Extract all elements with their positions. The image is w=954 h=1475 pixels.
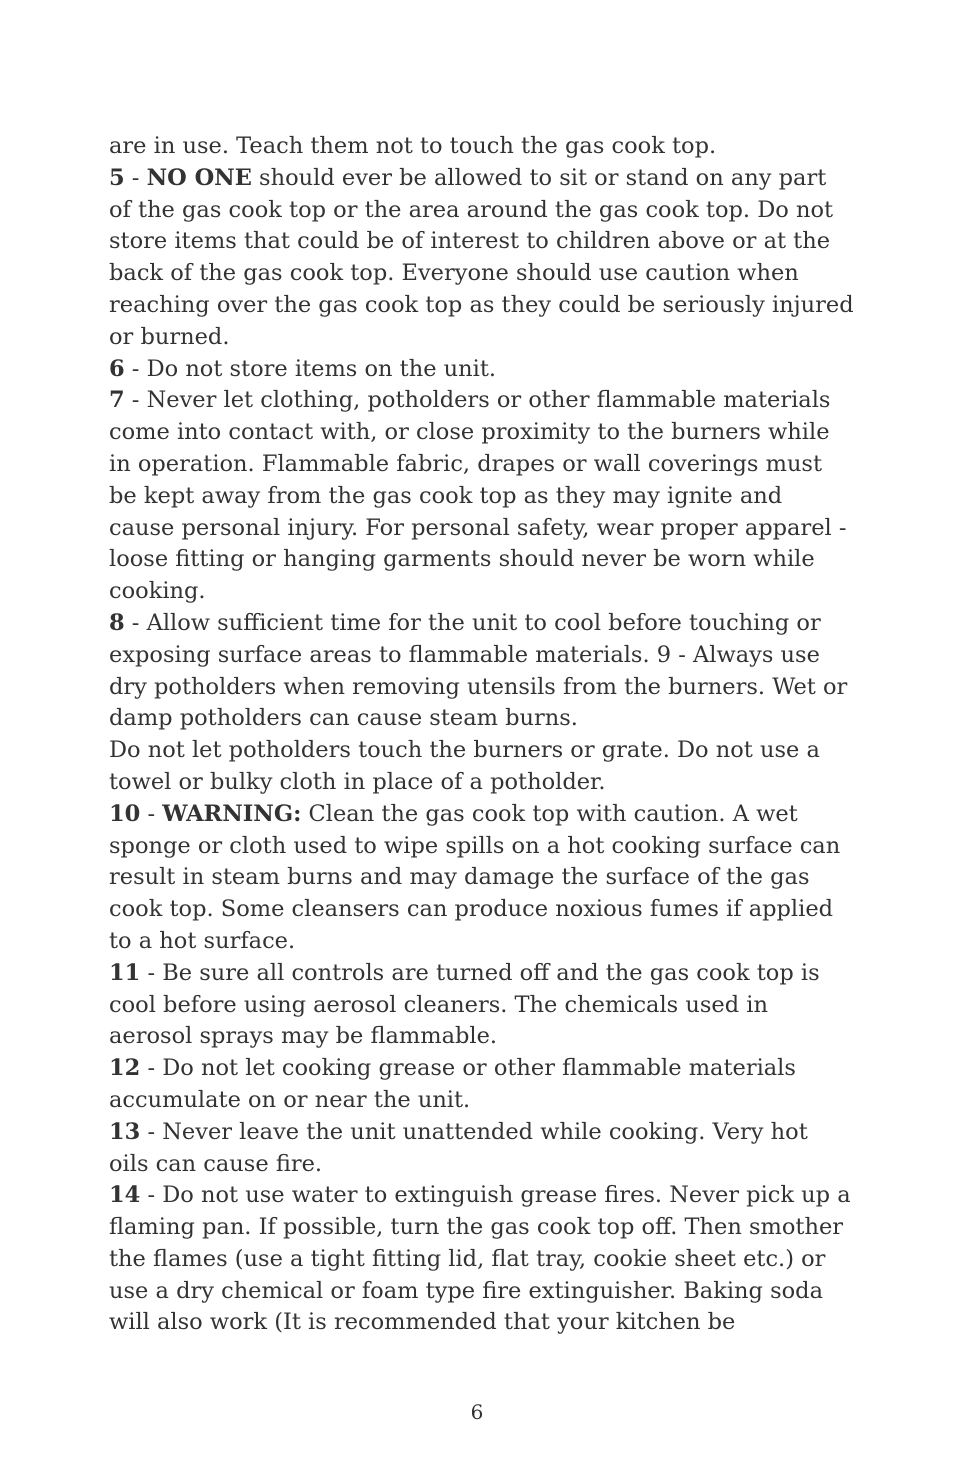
item-number: 12: [109, 1055, 141, 1082]
item-separator: -: [140, 1182, 163, 1209]
item-separator: -: [124, 164, 147, 191]
item-text: Do not store items on the unit.: [146, 355, 497, 382]
item-text: Allow sufficient time for the unit to cool before touching or exposing surface areas to flammable materials. 9 - Always use dry potholders when removing utensils from the burners. Wet or damp potholders can cause steam burns.: [109, 609, 848, 732]
item-text: Do not let potholders touch the burners or grate. Do not use a towel or bulky cloth in place of a potholder.: [109, 737, 820, 795]
safety-item-7: [109, 385, 854, 608]
item-number: 7: [109, 387, 125, 414]
safety-item-14: [109, 1180, 854, 1339]
item-separator: -: [124, 355, 147, 382]
item-text: are in use. Teach them not to touch the gas cook top.: [109, 133, 717, 159]
item-keyword: WARNING:: [162, 800, 302, 827]
item-separator: -: [140, 800, 163, 827]
item-separator: -: [124, 609, 147, 636]
item-number: 6: [109, 355, 125, 382]
safety-item-5: [109, 163, 854, 354]
safety-item-8: [109, 608, 854, 735]
item-number: 10: [109, 800, 141, 827]
safety-item-10: [109, 799, 854, 958]
safety-item-13: [109, 1117, 854, 1181]
item-number: 11: [109, 959, 141, 986]
item-text: Do not let cooking grease or other flammable materials accumulate on or near the unit.: [109, 1055, 796, 1113]
item-separator: -: [140, 959, 163, 986]
safety-item-6: [109, 354, 854, 386]
item-text: Be sure all controls are turned off and the gas cook top is cool before using aerosol cleaners. The chemicals used in aerosol sprays may be flammable.: [109, 959, 820, 1050]
item-number: 14: [109, 1182, 141, 1209]
item-text: Never let clothing, potholders or other flammable materials come into contact with, or close proximity to the burners while in operation. Flammable fabric, drapes or wall coverings must be kept away from the gas cook top as they may ignite and cause personal injury. For personal safety, wear proper apparel - loose fitting or hanging garments should never be worn while cooking.: [109, 387, 847, 605]
item-number: 13: [109, 1118, 141, 1145]
item-text: Never leave the unit unattended while cooking. Very hot oils can cause fire.: [109, 1118, 808, 1177]
item-text: should ever be allowed to sit or stand on any part of the gas cook top or the area around the gas cook top. Do not store items that could be of interest to children above or at the back of the gas cook top. Everyone should use caution when reaching over the gas cook top as they could be seriously injured or burned.: [109, 164, 854, 350]
paragraph-potholders: [109, 735, 854, 799]
item-text: Do not use water to extinguish grease fires. Never pick up a flaming pan. If possible, turn the gas cook top off. Then smother the flames (use a tight fitting lid, flat tray, cookie sheet etc.) or use a dry chemical or foam type fire extinguisher. Baking soda will also work (It is recommended that your kitchen be: [109, 1182, 851, 1336]
item-separator: -: [140, 1118, 163, 1145]
item-number: 5: [109, 164, 125, 191]
item-separator: -: [124, 387, 147, 414]
safety-item-11: [109, 958, 854, 1053]
item-text: Clean the gas cook top with caution. A wet sponge or cloth used to wipe spills on a hot cooking surface can result in steam burns and may damage the surface of the gas cook top. Some cleansers can produce noxious fumes if applied to a hot surface.: [109, 800, 841, 954]
paragraph-continuation: [109, 131, 854, 163]
item-number: 8: [109, 609, 125, 636]
item-separator: -: [140, 1055, 163, 1082]
item-keyword: NO ONE: [146, 164, 252, 191]
safety-instructions: [109, 131, 854, 1339]
page-number: 6: [470, 1400, 484, 1424]
safety-item-12: [109, 1053, 854, 1117]
